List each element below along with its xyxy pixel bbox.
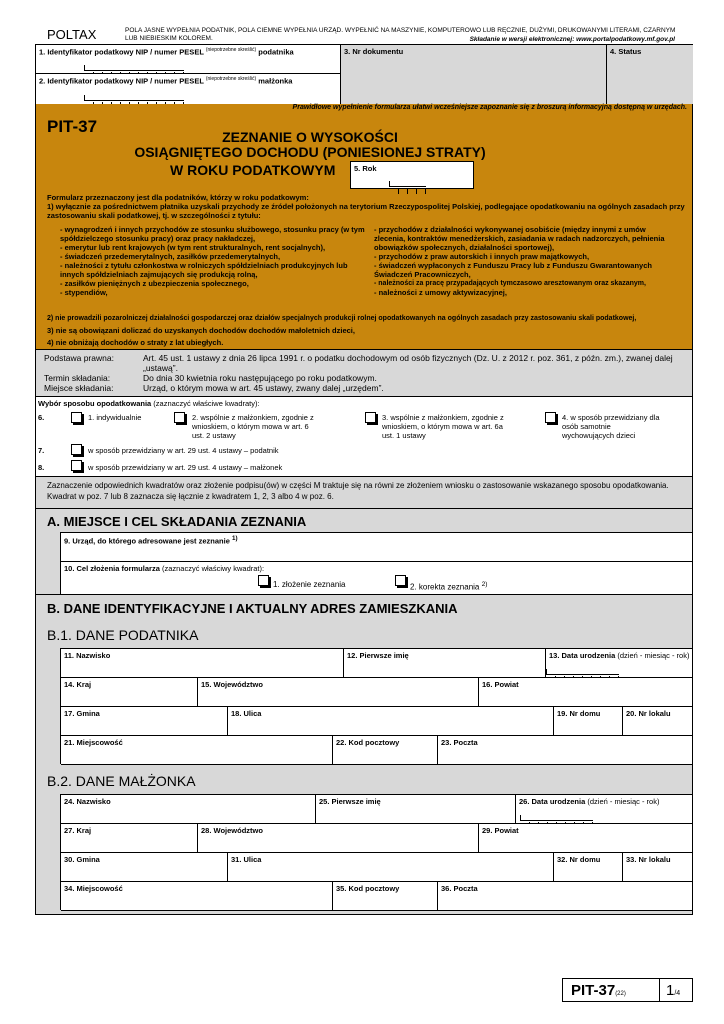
field-10: 10. Cel złożenia formularza (zaznaczyć właściwy kwadrat): 1. złożenie zeznania 2. korekta zeznania $^{2)}$: [60, 562, 693, 595]
field-32[interactable]: 32. Nr domu: [554, 853, 623, 882]
field-33[interactable]: 33. Nr lokalu: [623, 853, 693, 882]
field-1[interactable]: 1. Identyfikator podatkowy NIP / numer PESEL $^{(niepotrzebne skreślić)}$ podatnika: [36, 45, 341, 74]
section-b-title: B. DANE IDENTYFIKACYJNE I AKTUALNY ADRES ZAMIESZKANIA: [47, 601, 458, 616]
opt-10-1: 1. złożenie zeznania: [273, 580, 346, 589]
field-13[interactable]: 13. Data urodzenia (dzień - miesiąc - rok): [546, 649, 693, 678]
form-code: PIT-37: [47, 117, 98, 136]
field-9[interactable]: 9. Urząd, do którego adresowane jest zeznanie $^{1)}$: [60, 532, 693, 562]
intro-left-list: - wynagrodzeń i innych przychodów ze stosunku służbowego, stosunku pracy (w tym spółdzielczego stosunku pracy) oraz pracy nakładczej, - emerytur lub rent krajowych (w tym rent strukturalnych, rent socjalnych), - świadczeń przedemerytalnych, zasiłków przedemerytalnych, - należności z tytułu członkostwa w rolniczych spółdzielniach produkcyjnych lub innych spółdzielniach zajmujących się produkcją rolną, - zasiłków pieniężnych z ubezpieczenia społecznego, - stypendiów,: [60, 225, 365, 297]
legal-text: Podstawa prawna: Art. 45 ust. 1 ustawy z dnia 26 lipca 1991 r. o podatku dochodowym od osób fizycznych (Dz. U. z 2012 r. poz. 361, z późn. zm.), zwanej dalej „ustawą”. Termin składania: Do dnia 30 kwietnia roku następującego po roku podatkowym. Miejsce składania: Urząd, o którym mowa w art. 45 ustawy, zwany dalej „urzędem”.: [44, 353, 673, 393]
header-note: POLA JASNE WYPEŁNIA PODATNIK, POLA CIEMNE WYPEŁNIA URZĄD. WYPEŁNIĆ NA MASZYNIE, KOMPUTEROWO LUB RĘCZNIE, DUŻYMI, DRUKOWANYMI LITERAMI, CZARNYM LUB NIEBIESKIM KOLOREM.: [125, 27, 676, 42]
top-grid: [35, 44, 693, 104]
field-17[interactable]: 17. Gmina: [61, 707, 228, 736]
opt-10-2: 2. korekta zeznania $^{2)}$: [410, 581, 488, 592]
field-26[interactable]: 26. Data urodzenia (dzień - miesiąc - rok): [516, 795, 693, 824]
field-34[interactable]: 34. Miejscowość: [61, 882, 333, 911]
pos-6: 6.: [38, 413, 45, 422]
field-22[interactable]: 22. Kod pocztowy: [333, 736, 438, 765]
pos-7: 7.: [38, 446, 45, 455]
intro-conditions: 2) nie prowadzili pozarolniczej działalności gospodarczej oraz działów specjalnych produkcji rolnej opodatkowanych na ogólnych zasadach przy zastosowaniu skali podatkowej, 3) nie są obowiązani doliczać do uzyskanych dochodów dochodów małoletnich dzieci, 4) nie obniżają dochodów o straty z lat ubiegłych.: [47, 315, 637, 347]
choice-note: Zaznaczenie odpowiednich kwadratów oraz złożenie podpisu(ów) w części M traktuje się na równi ze złożeniem wniosku o zastosowanie wskazanego sposobu opodatkowania. Kwadrat w poz. 7 lub 8 zaznacza się łącznie z kwadratem 1, 2, 3 albo 4 w poz. 6.: [47, 481, 669, 501]
checkbox-6-1[interactable]: [71, 412, 82, 423]
field-18[interactable]: 18. Ulica: [228, 707, 554, 736]
checkbox-6-2[interactable]: [174, 412, 185, 423]
opt-8: w sposób przewidziany w art. 29 ust. 4 ustawy – małżonek: [88, 463, 283, 472]
form-title-3: W ROKU PODATKOWYM: [170, 162, 336, 178]
field-36[interactable]: 36. Poczta: [438, 882, 693, 911]
pos-8: 8.: [38, 463, 45, 472]
field-16[interactable]: 16. Powiat: [479, 678, 693, 707]
opt-6-3: 3. wspólnie z małżonkiem, zgodnie z wnioskiem, o którym mowa w art. 6a ust. 1 ustawy: [382, 413, 504, 440]
checkbox-10-2[interactable]: [395, 575, 406, 586]
checkbox-6-3[interactable]: [365, 412, 376, 423]
field-24[interactable]: 24. Nazwisko: [61, 795, 316, 824]
field-14[interactable]: 14. Kraj: [61, 678, 198, 707]
field-28[interactable]: 28. Województwo: [198, 824, 479, 853]
field-29[interactable]: 29. Powiat: [479, 824, 693, 853]
intro: Formularz przeznaczony jest dla podatników, którzy w roku podatkowym: 1) wyłącznie za pośrednictwem płatnika uzyskali przychody ze źródeł położonych na terytorium Rzeczypospolitej Polskiej, podlegające opodatkowaniu na ogólnych zasadach przy zastosowaniu skali podatkowej, tj. w szczególności z tytułu:: [47, 193, 685, 220]
field-23[interactable]: 23. Poczta: [438, 736, 693, 765]
opt-6-4: 4. w sposób przewidziany dla osób samotnie wychowujących dzieci: [562, 413, 660, 440]
field-12[interactable]: 12. Pierwsze imię: [344, 649, 546, 678]
section-b2-title: B.2. DANE MAŁŻONKA: [47, 773, 196, 789]
field-27[interactable]: 27. Kraj: [61, 824, 198, 853]
field-5-year[interactable]: 5. Rok: [350, 161, 474, 189]
b2-grid: [60, 794, 693, 910]
footer-code: PIT-37(22): [571, 982, 626, 999]
field-11[interactable]: 11. Nazwisko: [61, 649, 344, 678]
field-2[interactable]: 2. Identyfikator podatkowy NIP / numer PESEL $^{(niepotrzebne skreślić)}$ małżonka: [36, 74, 341, 104]
checkbox-6-4[interactable]: [545, 412, 556, 423]
electronic-note: Składanie w wersji elektronicznej: www.portalpodatkowy.mf.gov.pl: [469, 36, 675, 43]
field-15[interactable]: 15. Województwo: [198, 678, 479, 707]
field-3: 3. Nr dokumentu: [341, 45, 607, 104]
info-line: Prawidłowe wypełnienie formularza ułatwi wcześniejsze zapoznanie się z broszurą informacyjną dostępną w urzędach.: [292, 104, 687, 111]
checkbox-8[interactable]: [71, 460, 82, 471]
field-21[interactable]: 21. Miejscowość: [61, 736, 333, 765]
choice-head: Wybór sposobu opodatkowania (zaznaczyć właściwe kwadraty):: [38, 399, 260, 408]
opt-7: w sposób przewidziany w art. 29 ust. 4 ustawy – podatnik: [88, 446, 279, 455]
footer-box: [562, 978, 693, 1002]
page-number: 1/4: [666, 982, 681, 999]
opt-6-2: 2. wspólnie z małżonkiem, zgodnie z wnioskiem, o którym mowa w art. 6 ust. 2 ustawy: [192, 413, 314, 440]
checkbox-10-1[interactable]: [258, 575, 269, 586]
section-a-title: A. MIEJSCE I CEL SKŁADANIA ZEZNANIA: [47, 514, 307, 529]
field-31[interactable]: 31. Ulica: [228, 853, 554, 882]
field-20[interactable]: 20. Nr lokalu: [623, 707, 693, 736]
field-25[interactable]: 25. Pierwsze imię: [316, 795, 516, 824]
field-30[interactable]: 30. Gmina: [61, 853, 228, 882]
checkbox-7[interactable]: [71, 444, 82, 455]
opt-6-1: 1. indywidualnie: [88, 413, 142, 422]
b1-grid: [60, 648, 693, 764]
field-4: 4. Status: [607, 45, 693, 104]
form-title: ZEZNANIE O WYSOKOŚCI OSIĄGNIĘTEGO DOCHODU (PONIESIONEJ STRATY): [134, 129, 486, 160]
field-35[interactable]: 35. Kod pocztowy: [333, 882, 438, 911]
section-b1-title: B.1. DANE PODATNIKA: [47, 627, 199, 643]
brand: POLTAX: [47, 27, 97, 42]
field-19[interactable]: 19. Nr domu: [554, 707, 623, 736]
intro-right-list: - przychodów z działalności wykonywanej osobiście (między innymi z umów zlecenia, kontraktów menedżerskich, zasiadania w radach nadzorczych, pełnienia obowiązków społecznych, działalności sportowej), - przychodów z praw autorskich i innych praw majątkowych, - świadczeń wypłaconych z Funduszu Pracy lub z Funduszu Gwarantowanych Świadczeń Pracowniczych, - należności za pracę przypadających tymczasowo aresztowanym oraz skazanym, - należności z umowy aktywizacyjnej,: [374, 225, 665, 297]
